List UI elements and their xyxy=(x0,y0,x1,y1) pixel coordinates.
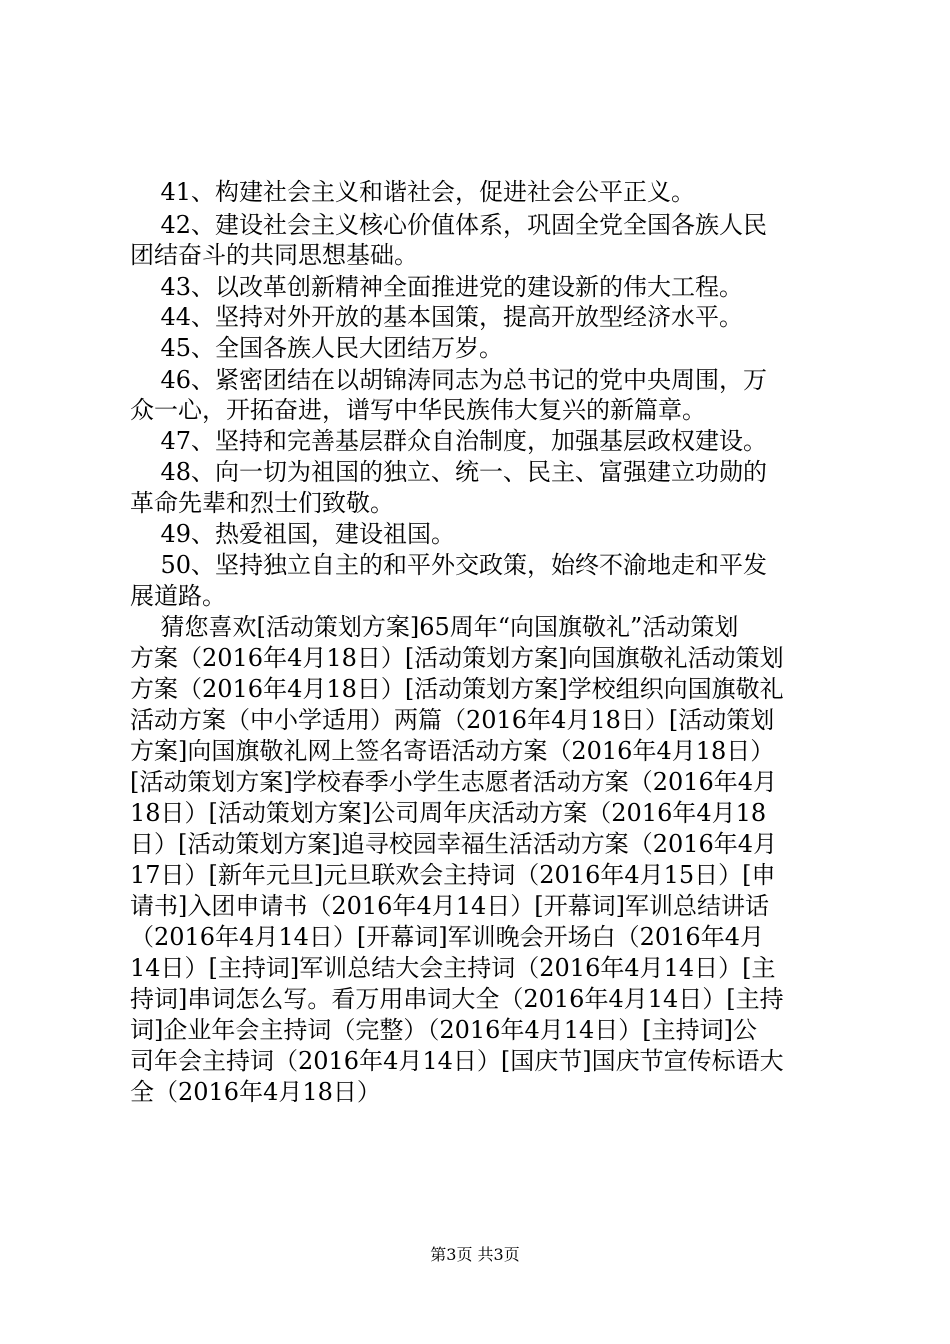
text-line: 方案（2016年4月18日）[活动策划方案]学校组织向国旗敬礼 xyxy=(130,675,784,703)
text-line: 请书]入团申请书（2016年4月14日）[开幕词]军训总结讲话 xyxy=(130,892,769,920)
text-line: 日）[活动策划方案]追寻校园幸福生活活动方案（2016年4月 xyxy=(130,830,778,858)
text-line: 众一心，开拓奋进，谱写中华民族伟大复兴的新篇章。 xyxy=(130,396,706,424)
text-line: 46、紧密团结在以胡锦涛同志为总书记的党中央周围，万 xyxy=(130,366,768,394)
text-line: 41、构建社会主义和谐社会，促进社会公平正义。 xyxy=(130,178,696,206)
text-line: 团结奋斗的共同思想基础。 xyxy=(130,241,418,269)
text-line: 展道路。 xyxy=(130,582,226,610)
text-line: （2016年4月14日）[开幕词]军训晚会开场白（2016年4月 xyxy=(130,923,764,951)
text-line: 45、全国各族人民大团结万岁。 xyxy=(130,334,504,362)
text-line: 14日）[主持词]军训总结大会主持词（2016年4月14日）[主 xyxy=(130,954,776,982)
text-line: 42、建设社会主义核心价值体系，巩固全党全国各族人民 xyxy=(130,211,768,239)
text-line: 43、以改革创新精神全面推进党的建设新的伟大工程。 xyxy=(130,273,744,301)
text-line: 词]企业年会主持词（完整）（2016年4月14日）[主持词]公 xyxy=(130,1016,757,1044)
text-line: 活动方案（中小学适用）两篇（2016年4月18日）[活动策划 xyxy=(130,706,775,734)
text-line: 持词]串词怎么写。看万用串词大全（2016年4月14日）[主持 xyxy=(130,985,784,1013)
text-line: 17日）[新年元旦]元旦联欢会主持词（2016年4月15日）[申 xyxy=(130,861,776,889)
page-number-footer: 第3页 共3页 xyxy=(430,1245,520,1264)
text-line: 猜您喜欢[活动策划方案]65周年“向国旗敬礼”活动策划 xyxy=(130,613,739,641)
text-line: 18日）[活动策划方案]公司周年庆活动方案（2016年4月18 xyxy=(130,799,767,827)
text-line: 全（2016年4月18日） xyxy=(130,1078,381,1106)
text-line: 50、坚持独立自主的和平外交政策，始终不渝地走和平发 xyxy=(130,551,768,579)
text-line: 革命先辈和烈士们致敬。 xyxy=(130,489,394,517)
text-line: 方案]向国旗敬礼网上签名寄语活动方案（2016年4月18日） xyxy=(130,737,775,765)
text-line: 47、坚持和完善基层群众自治制度，加强基层政权建设。 xyxy=(130,427,768,455)
text-line: 48、向一切为祖国的独立、统一、民主、富强建立功勋的 xyxy=(130,458,768,486)
text-line: 司年会主持词（2016年4月14日）[国庆节]国庆节宣传标语大 xyxy=(130,1047,784,1075)
text-line: 49、热爱祖国，建设祖国。 xyxy=(130,520,456,548)
text-line: [活动策划方案]学校春季小学生志愿者活动方案（2016年4月 xyxy=(130,768,778,796)
text-line: 44、坚持对外开放的基本国策，提高开放型经济水平。 xyxy=(130,303,744,331)
text-line: 方案（2016年4月18日）[活动策划方案]向国旗敬礼活动策划 xyxy=(130,644,784,672)
